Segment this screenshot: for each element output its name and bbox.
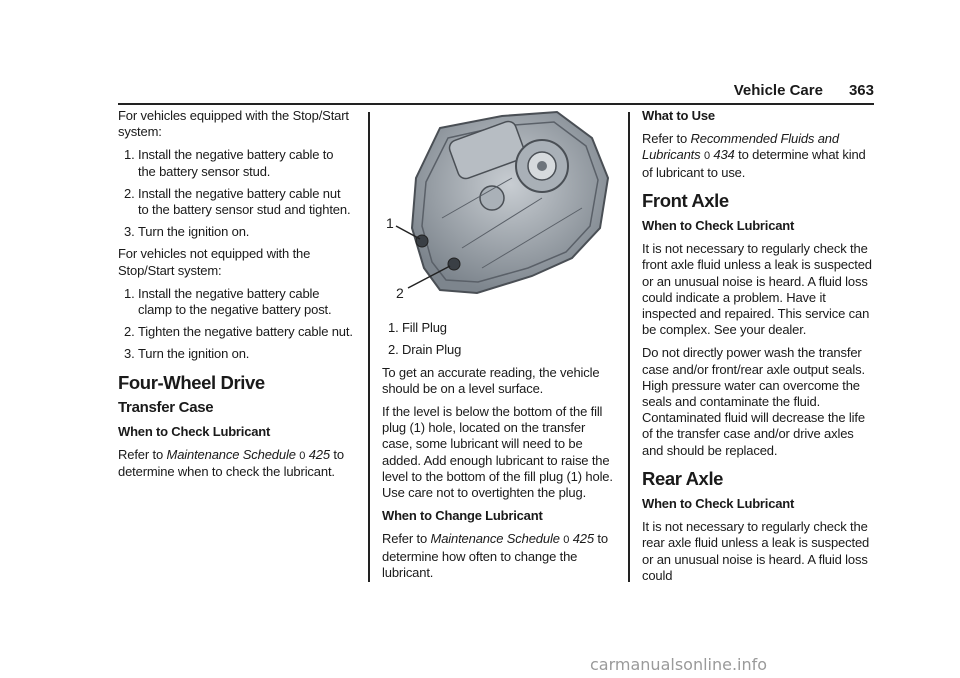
list-item: 2. Tighten the negative battery cable nut. <box>124 324 353 340</box>
drain-plug <box>448 258 460 270</box>
paragraph: To get an accurate reading, the vehicle should be on a level surface. <box>382 364 600 396</box>
link-recommended-fluids[interactable]: Recommended Fluids and Lubricants <box>642 131 839 163</box>
link-maintenance-schedule[interactable]: Maintenance Schedule <box>166 447 296 463</box>
section-heading-front-axle: Front Axle <box>642 189 729 211</box>
change-reference: Refer to Maintenance Schedule 0 425 to determine how often to change the lubricant. <box>382 531 608 580</box>
intro-no-stopstart: For vehicles not equipped with the Stop/Start system: <box>118 246 311 278</box>
heading-when-to-change: When to Change Lubricant <box>382 508 543 524</box>
column-divider-2 <box>628 112 630 582</box>
watermark: carmanualsonline.info <box>590 655 768 674</box>
column-2 <box>382 108 614 588</box>
check-reference: Refer to Maintenance Schedule 0 425 to determine when to check the lubricant. <box>118 447 344 480</box>
page-ref[interactable]: 425 <box>308 447 330 463</box>
fill-plug <box>416 235 428 247</box>
page-number: 363 <box>848 82 874 99</box>
list-item: 3. Turn the ignition on. <box>124 346 250 362</box>
column-divider-1 <box>368 112 370 582</box>
callout-2: 2 <box>396 285 404 301</box>
list-item: 2. Drain Plug <box>388 342 462 358</box>
steps-no-stopstart <box>118 286 354 363</box>
list-item: 2. Install the negative battery cable nut to the battery sensor stud and tighten. <box>124 185 351 218</box>
transfer-case-figure <box>382 108 614 308</box>
callout-1: 1 <box>386 215 394 231</box>
page-ref-arrow-icon: 0 <box>563 534 570 547</box>
list-item: 3. Turn the ignition on. <box>124 224 250 240</box>
list-item: 1. Install the negative battery cable to the battery sensor stud. <box>124 147 334 179</box>
list-item: 1. Fill Plug <box>388 320 447 336</box>
paragraph: Do not directly power wash the transfer case and/or front/rear axle output seals. High pressure water can overcome the seals and contaminate the fluid. Contaminated fluid will decrease the life of the transfer case and/or drive axles and should be replaced. <box>642 345 865 458</box>
page-header <box>0 82 874 102</box>
page-ref-arrow-icon: 0 <box>703 150 710 163</box>
heading-what-to-use: What to Use <box>642 108 715 123</box>
page-ref-arrow-icon: 0 <box>299 450 306 463</box>
paragraph: It is not necessary to regularly check the front axle fluid unless a leak is suspected or an unusual noise is heard. A fluid loss could indicate a problem. Have it inspected and repaired. This service can be complex. See your dealer. <box>642 241 872 338</box>
column-3 <box>642 108 876 591</box>
page-ref[interactable]: 425 <box>572 531 594 547</box>
what-reference: Refer to Recommended Fluids and Lubricants 0 434 to determine what kind of lubricant to use. <box>642 131 866 180</box>
link-maintenance-schedule[interactable]: Maintenance Schedule <box>430 531 560 547</box>
paragraph: If the level is below the bottom of the fill plug (1) hole, located on the transfer case, some lubricant will need to be added. Add enough lubricant to raise the level to the bottom of the fill plug (1) hole. Use care not to overtighten the plug. <box>382 404 613 501</box>
steps-stopstart <box>118 147 354 240</box>
intro-stopstart: For vehicles equipped with the Stop/Start system: <box>118 108 349 140</box>
heading-when-to-check: When to Check Lubricant <box>642 218 795 234</box>
column-1 <box>118 108 354 488</box>
section-title: Vehicle Care <box>733 82 823 99</box>
heading-when-to-check: When to Check Lubricant <box>642 496 795 512</box>
subheading-transfer-case: Transfer Case <box>118 398 214 416</box>
page-ref[interactable]: 434 <box>713 147 735 163</box>
paragraph: It is not necessary to regularly check the rear axle fluid unless a leak is suspected or an unusual noise is heard. A fluid loss could <box>642 519 870 583</box>
section-heading-rear-axle: Rear Axle <box>642 467 724 489</box>
header-rule <box>118 103 874 105</box>
section-heading-four-wheel-drive: Four-Wheel Drive <box>118 371 265 393</box>
list-item: 1. Install the negative battery cable clamp to the negative battery post. <box>124 285 332 318</box>
heading-when-to-check: When to Check Lubricant <box>118 424 271 440</box>
figure-legend <box>382 320 614 358</box>
